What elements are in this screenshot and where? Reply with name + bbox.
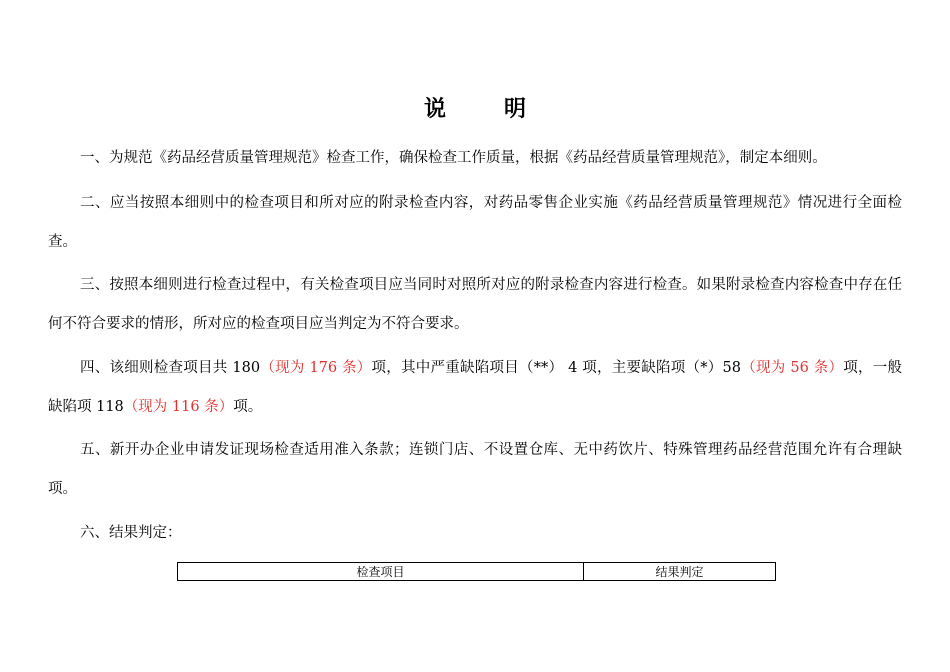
paragraph-1: 一、为规范《药品经营质量管理规范》检查工作，确保检查工作质量，根据《药品经营质量管理规范》，制定本细则。 <box>80 150 827 166</box>
p4-note-56: （现为 56 条） <box>741 360 844 376</box>
p4-text-c: 项，其中严重缺陷项目（**） 4 项，主要缺陷项（*）58 <box>371 360 742 376</box>
result-table <box>177 562 776 581</box>
table-header-row <box>178 563 776 581</box>
title-char-2: 明 <box>504 96 527 122</box>
title-char-1: 说 <box>423 96 446 122</box>
paragraph-4 <box>48 349 902 427</box>
p4-note-176: （现为 176 条） <box>260 360 372 376</box>
page-title <box>0 92 950 123</box>
paragraph-5: 五、新开办企业申请发证现场检查适用准入条款；连锁门店、不设置仓库、无中药饮片、特殊管理药品经营范围允许有合理缺项。 <box>48 442 902 497</box>
paragraph-3: 三、按照本细则进行检查过程中，有关检查项目应当同时对照所对应的附录检查内容进行检查。如果附录检查内容检查中存在任何不符合要求的情形，所对应的检查项目应当判定为不符合要求。 <box>48 277 902 332</box>
header-check-item: 检查项目 <box>178 563 584 581</box>
paragraph-6: 六、结果判定： <box>80 525 182 541</box>
p4-text-e: 项，一般缺陷项 118 <box>48 360 902 415</box>
header-result: 结果判定 <box>584 563 776 581</box>
paragraph-2: 二、应当按照本细则中的检查项目和所对应的附录检查内容，对药品零售企业实施《药品经营质量管理规范》情况进行全面检查。 <box>48 195 902 250</box>
p4-text-g: 项。 <box>233 399 263 415</box>
p4-text-a: 四、该细则检查项目共 180 <box>80 360 261 376</box>
p4-note-116: （现为 116 条） <box>123 399 234 415</box>
